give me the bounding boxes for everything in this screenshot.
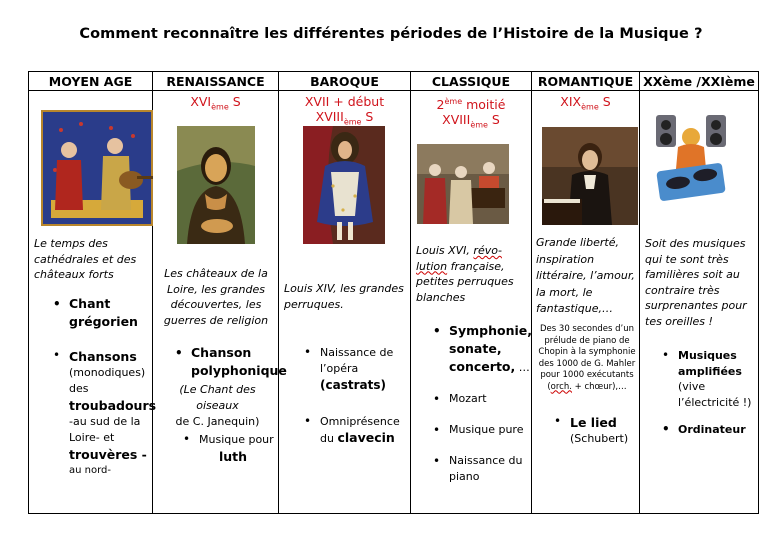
text-line: Chopin à la symphonie — [538, 347, 636, 357]
col-baroque — [279, 91, 411, 514]
mona-lisa-picture — [177, 126, 255, 244]
list-item: • Chant grégorien — [69, 295, 153, 331]
text-line: perruques. — [284, 297, 344, 311]
list-item: • Musique pure — [449, 422, 533, 438]
mozart-family-picture — [417, 144, 509, 224]
classique-list — [449, 322, 533, 485]
list-item: • Chanson polyphonique — [191, 344, 279, 380]
text-line: cathédrales et des — [34, 252, 137, 266]
text-line: Loire, les grandes — [167, 282, 265, 296]
text-line: Le temps des — [34, 237, 108, 250]
list-item: • Ordinateur — [678, 422, 758, 438]
text-line: Soit des musiques — [645, 237, 746, 250]
text-line: qui te sont très — [645, 252, 729, 266]
col-renaissance — [153, 91, 287, 514]
text-line: (Le Chant des oiseaux — [179, 383, 256, 412]
header-renaissance: RENAISSANCE — [153, 72, 279, 91]
renaissance-list-2 — [199, 432, 279, 465]
text-line: familières soit au — [645, 268, 740, 281]
col-classique: 2ème moitié $XVIII_{ème}$ S Louis XVI, révo- lution française, petites perruques blanches • Symphonie, sonate, concerto, … • Mozart • Musique pure • Naissance du piano — [411, 91, 532, 514]
moderne-list — [678, 348, 758, 438]
text-line: blanches — [416, 290, 466, 304]
header-classique: CLASSIQUE — [411, 72, 532, 91]
date-romantique: $XIX_{ème}$ S — [560, 94, 611, 112]
header-moyen-age: MOYEN AGE — [29, 72, 153, 91]
text-line: Grande liberté, — [536, 236, 619, 249]
header-romantique: ROMANTIQUE — [532, 72, 640, 91]
troubadours-picture — [41, 110, 153, 226]
page-title: Comment reconnaître les différentes périodes de l’Histoire de la Musique ? — [79, 26, 703, 42]
col-moyen-age — [29, 91, 157, 514]
text-line: Des 30 secondes d’un — [540, 324, 634, 334]
list-item: • Symphonie, sonate, concerto, … — [449, 322, 533, 377]
list-item: • Naissance du piano — [449, 453, 533, 485]
header-baroque: BAROQUE — [279, 72, 411, 91]
text-line: prélude de piano de — [544, 335, 630, 346]
header-moderne: XXème /XXIème — [640, 72, 759, 91]
list-item: • Omniprésence du clavecin — [320, 414, 410, 447]
renaissance-list — [191, 344, 287, 380]
text-line: des 1000 de G. Mahler — [538, 358, 636, 369]
baroque-list — [320, 345, 410, 447]
list-item: • Musiques amplifiées (vive l’électricité !) — [678, 348, 758, 411]
list-item: • Mozart — [449, 391, 533, 407]
chopin-picture — [542, 127, 638, 225]
text-line: châteaux forts — [34, 268, 114, 281]
text-line: Louis XIV, les grandes — [284, 282, 404, 295]
text-line: la mort, le — [536, 285, 593, 299]
text-line: petites perruques — [416, 275, 514, 288]
list-item: • Chansons (monodiques) des troubadours -au sud de la Loire- et trouvères - au nord- — [69, 348, 153, 479]
col-moderne — [640, 91, 759, 514]
text-line: de C. Janequin) — [175, 415, 260, 428]
dj-turntable-picture — [652, 111, 730, 207]
text-line: guerres de religion — [163, 313, 269, 327]
text-line: découvertes, les — [170, 298, 262, 311]
date-baroque: XVII + début $XVIII_{ème}$ S — [304, 94, 385, 127]
date-classique: 2ème moitié $XVIII_{ème}$ S — [436, 97, 506, 130]
text-line: tes oreilles ! — [645, 314, 713, 328]
col-romantique: $XIX_{ème}$ S Grande liberté, inspiration littéraire, l’amour, la mort, le fantastique,… Des 30 secondes d’un prélude de piano de Chopin à la symphonie des 1000 de G. Mahler pour 1000 exécutants (orch. + chœur),… • Le lied (Schubert) — [532, 91, 640, 514]
list-item: • Musique pour luth — [199, 432, 279, 465]
text-line: fantastique,… — [536, 302, 613, 315]
text-line: pour 1000 exécutants — [540, 370, 634, 380]
date-renaissance: $XVI_{ème}$ S — [190, 94, 241, 112]
list-item: • Naissance de l’opéra (castrats) — [320, 345, 410, 394]
list-item: • Le lied (Schubert) — [570, 414, 640, 447]
moyen-age-list — [69, 295, 157, 479]
louis-xiv-picture — [303, 126, 385, 244]
text-line: littéraire, l’amour, — [536, 269, 635, 282]
text-line: Les châteaux de la — [164, 267, 268, 280]
romantique-list — [570, 414, 640, 447]
text-line: contraire très — [645, 283, 720, 297]
text-line: surprenantes pour — [645, 299, 747, 312]
periods-table — [28, 71, 759, 514]
text-line: inspiration — [536, 252, 595, 266]
